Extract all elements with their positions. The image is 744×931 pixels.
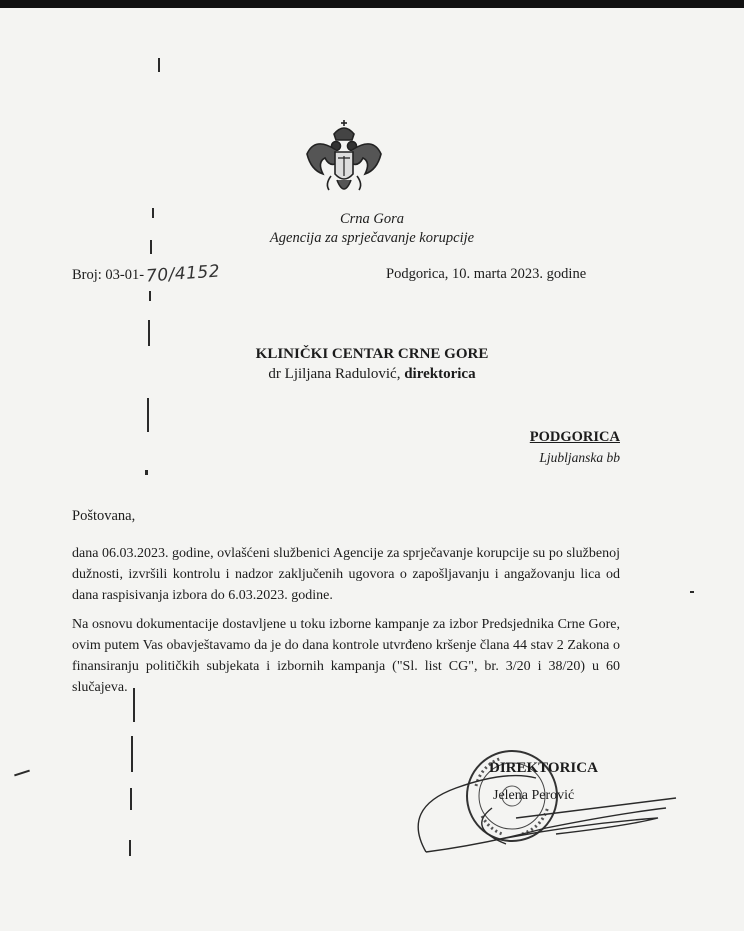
reference-prefix: Broj: 03-01- (72, 267, 145, 283)
agency-name: Agencija za sprječavanje korupcije (269, 230, 475, 246)
recipient-street: Ljubljanska bb (539, 450, 620, 465)
top-border (0, 0, 744, 8)
recipient-name: dr Ljiljana Radulović, (268, 366, 401, 382)
scan-mark (147, 398, 149, 432)
body-paragraph-1: dana 06.03.2023. godine, ovlašćeni službenici Agencije za sprječavanje korupcije su po službenoj dužnosti, izvršili kontrolu i nadzor zaključenih ugovora o zapošljavanju i angažovanju lica od dana raspisivanja izbora do 6.03.2023. godine. (72, 546, 620, 603)
recipient-role: direktorica (404, 366, 476, 382)
scan-mark (131, 736, 133, 772)
place-date: Podgorica, 10. marta 2023. godine (386, 266, 587, 282)
recipient-organization: KLINIČKI CENTAR CRNE GORE (255, 346, 489, 362)
coat-of-arms-icon (303, 118, 385, 202)
recipient-person (0, 366, 744, 383)
signature-title: DIREKTORICA (489, 760, 598, 776)
scan-mark (158, 58, 160, 72)
scan-mark (14, 770, 30, 777)
scan-mark (148, 320, 150, 346)
scan-mark (690, 591, 694, 593)
salutation: Poštovana, (72, 508, 136, 524)
letter-page (0, 8, 744, 931)
scan-mark (130, 788, 132, 810)
recipient-city: PODGORICA (529, 429, 620, 445)
body-paragraph-2: Na osnovu dokumentacije dostavljene u toku izborne kampanje za izbor Predsjednika Crne Gore, ovim putem Vas obavještavamo da je do dana kontrole utvrđeno kršenje člana 44 stav 2 Zakona o finansiranju političkih subjekata i izbornih kampanja ("Sl. list CG", br. 3/20 i 38/20) u 60 slučajeva. (72, 617, 620, 695)
signature-name: Jelena Perović (493, 788, 575, 803)
scan-mark (145, 470, 148, 475)
handwritten-number: 70/4152 (145, 261, 221, 287)
scan-mark (149, 291, 151, 301)
country-name: Crna Gora (339, 211, 405, 227)
scan-mark (129, 840, 131, 856)
reference-number (72, 261, 221, 287)
